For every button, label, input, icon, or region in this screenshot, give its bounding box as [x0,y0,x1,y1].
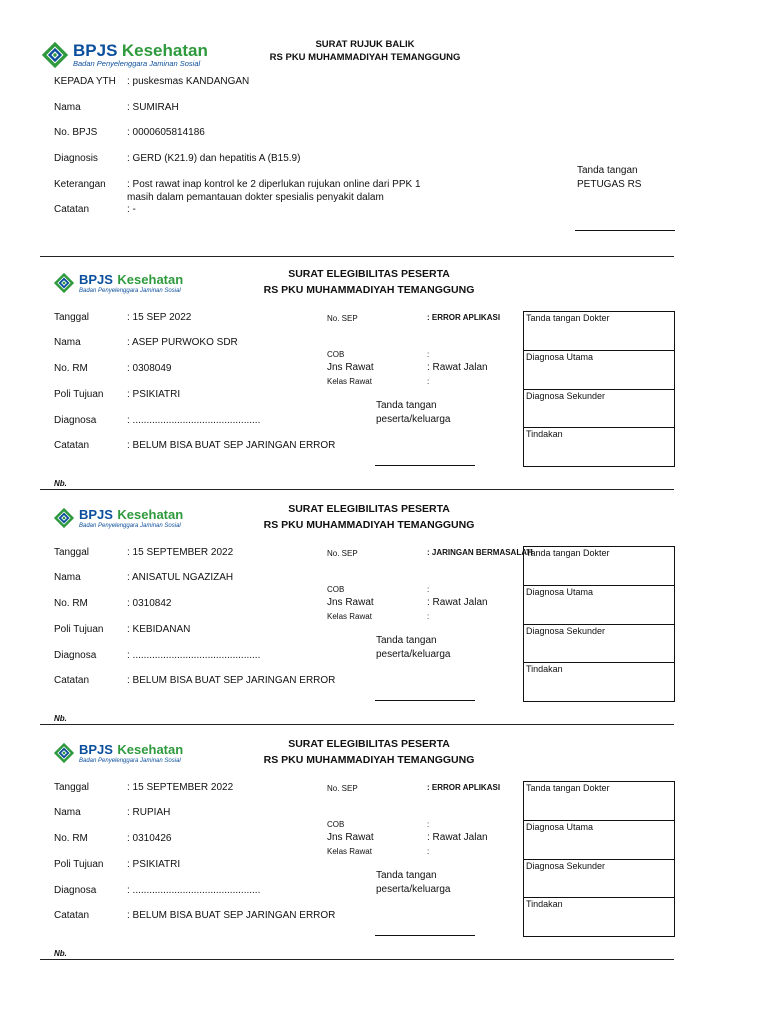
form-divider [40,724,674,725]
section-divider [40,256,674,257]
logo-word-kesehatan: Kesehatan [121,41,208,61]
bpjs-logo-mark-icon [42,42,68,68]
box-cell-diagnosa-utama [524,586,674,625]
box-cell-diagnosa-sekunder [524,390,674,428]
box-cell-diagnosa-utama [524,821,674,860]
rujuk-value-diagnosis: : GERD (K21.9) dan hepatitis A (B15.9) [127,153,301,164]
label-tanggal: Tanggal [54,547,90,558]
value-cob: : [427,350,430,359]
value-nama: : RUPIAH [127,807,171,818]
form-title: SURAT ELEGIBILITAS PESERTA [288,503,450,515]
label-jns-rawat: Jns Rawat [327,362,374,373]
logo-word-kesehatan: Kesehatan [117,272,184,287]
value-diagnosa: : .............................................. [127,650,261,661]
bpjs-logo-mark-icon [54,273,74,293]
value-jns-rawat: : Rawat Jalan [427,832,488,843]
rujuk-label-nama: Nama [54,102,81,113]
value-poli: : KEBIDANAN [127,624,191,635]
sign-label: Tanda tangan [376,870,437,881]
sign-label: Tanda tangan [376,400,437,411]
value-nosep: : ERROR APLIKASI [427,313,501,322]
value-diagnosa: : .............................................. [127,415,261,426]
logo-word-bpjs: BPJS [79,742,113,757]
value-nama: : ASEP PURWOKO SDR [127,337,238,348]
value-diagnosa: : .............................................. [127,885,261,896]
form-hospital: RS PKU MUHAMMADIYAH TEMANGGUNG [263,519,475,531]
rujuk-signature-line [575,230,675,231]
value-tanggal: : 15 SEP 2022 [127,312,192,323]
value-catatan: : BELUM BISA BUAT SEP JARINGAN ERROR [127,910,336,921]
form-title: SURAT ELEGIBILITAS PESERTA [288,268,450,280]
box-cell-diagnosa-sekunder [524,625,674,663]
rujuk-label-nobpjs: No. BPJS [54,127,98,138]
label-poli: Poli Tujuan [54,624,104,635]
form-hospital: RS PKU MUHAMMADIYAH TEMANGGUNG [263,284,475,296]
rujuk-label-keterangan: Keterangan [54,179,106,190]
label-diagnosa: Diagnosa [54,885,97,896]
box-cell-doctor-sign [524,547,674,586]
label-kelas-rawat: Kelas Rawat [327,612,372,621]
signature-line [375,700,475,701]
elegibilitas-form-2 [0,497,768,727]
box-label-diagnosa-utama: Diagnosa Utama [526,352,594,362]
logo-word-bpjs: BPJS [79,507,113,522]
label-diagnosa: Diagnosa [54,650,97,661]
box-label-tindakan: Tindakan [526,899,563,909]
box-cell-doctor-sign [524,782,674,821]
label-diagnosa: Diagnosa [54,415,97,426]
sign-role: peserta/keluarga [376,649,451,660]
rujuk-value-nama: : SUMIRAH [127,102,179,113]
value-kelas-rawat: : [427,377,430,386]
sign-role: peserta/keluarga [376,884,451,895]
sign-label: Tanda tangan [376,635,437,646]
nb-label: Nb. [54,479,67,488]
divider-tick [40,256,50,257]
form-divider [40,959,674,960]
logo-subtitle: Badan Penyelenggara Jaminan Sosial [79,288,181,294]
value-kelas-rawat: : [427,612,430,621]
rujuk-label-catatan: Catatan [54,204,90,215]
value-nosep: : ERROR APLIKASI [427,783,501,792]
bpjs-logo [54,272,183,294]
bpjs-logo [42,42,208,68]
label-catatan: Catatan [54,440,90,451]
signature-line [375,465,475,466]
label-nosep: No. SEP [327,549,358,558]
label-nosep: No. SEP [327,784,358,793]
rujuk-hospital: RS PKU MUHAMMADIYAH TEMANGGUNG [269,52,461,63]
box-label-doctor-sign: Tanda tangan Dokter [526,548,610,558]
label-kelas-rawat: Kelas Rawat [327,377,372,386]
value-norm: : 0308049 [127,363,172,374]
nb-label: Nb. [54,714,67,723]
signature-line [375,935,475,936]
box-cell-diagnosa-utama [524,351,674,390]
value-tanggal: : 15 SEPTEMBER 2022 [127,547,234,558]
box-label-doctor-sign: Tanda tangan Dokter [526,783,610,793]
box-label-diagnosa-sekunder: Diagnosa Sekunder [526,626,606,636]
value-cob: : [427,820,430,829]
logo-word-kesehatan: Kesehatan [117,507,184,522]
rujuk-value-keterangan-cont: masih dalam pemantauan dokter spesialis penyakit dalam [127,192,384,203]
value-jns-rawat: : Rawat Jalan [427,362,488,373]
label-norm: No. RM [54,833,88,844]
value-norm: : 0310426 [127,833,172,844]
value-catatan: : BELUM BISA BUAT SEP JARINGAN ERROR [127,675,336,686]
bpjs-logo [54,742,183,764]
box-label-tindakan: Tindakan [526,429,563,439]
box-cell-tindakan [524,428,674,466]
doctor-box [523,546,675,702]
doctor-box [523,311,675,467]
rujuk-value-catatan: : - [127,204,136,215]
label-tanggal: Tanggal [54,782,90,793]
doctor-box [523,781,675,937]
label-cob: COB [327,585,345,594]
label-poli: Poli Tujuan [54,389,104,400]
elegibilitas-form-3 [0,732,768,962]
box-label-doctor-sign: Tanda tangan Dokter [526,313,610,323]
bpjs-logo-mark-icon [54,743,74,763]
label-cob: COB [327,350,345,359]
value-poli: : PSIKIATRI [127,859,181,870]
rujuk-value-nobpjs: : 0000605814186 [127,127,205,138]
label-jns-rawat: Jns Rawat [327,832,374,843]
value-nama: : ANISATUL NGAZIZAH [127,572,234,583]
logo-subtitle: Badan Penyelenggara Jaminan Sosial [79,523,181,529]
value-tanggal: : 15 SEPTEMBER 2022 [127,782,234,793]
box-label-tindakan: Tindakan [526,664,563,674]
value-cob: : [427,585,430,594]
form-divider [40,489,674,490]
label-kelas-rawat: Kelas Rawat [327,847,372,856]
label-catatan: Catatan [54,910,90,921]
box-cell-doctor-sign [524,312,674,351]
form-title: SURAT ELEGIBILITAS PESERTA [288,738,450,750]
label-nama: Nama [54,572,81,583]
rujuk-value-kepada: : puskesmas KANDANGAN [127,76,250,87]
elegibilitas-form-1 [0,262,768,492]
bpjs-logo-mark-icon [54,508,74,528]
rujuk-label-kepada: KEPADA YTH [54,76,116,87]
box-label-diagnosa-utama: Diagnosa Utama [526,822,594,832]
value-jns-rawat: : Rawat Jalan [427,597,488,608]
box-cell-tindakan [524,663,674,701]
logo-subtitle: Badan Penyelenggara Jaminan Sosial [73,59,201,69]
box-label-diagnosa-sekunder: Diagnosa Sekunder [526,391,606,401]
label-cob: COB [327,820,345,829]
box-cell-tindakan [524,898,674,936]
box-label-diagnosa-utama: Diagnosa Utama [526,587,594,597]
label-norm: No. RM [54,598,88,609]
rujuk-label-diagnosis: Diagnosis [54,153,98,164]
value-kelas-rawat: : [427,847,430,856]
label-poli: Poli Tujuan [54,859,104,870]
form-hospital: RS PKU MUHAMMADIYAH TEMANGGUNG [263,754,475,766]
label-catatan: Catatan [54,675,90,686]
rujuk-value-keterangan: : Post rawat inap kontrol ke 2 diperlukan rujukan online dari PPK 1 [127,179,421,190]
box-label-diagnosa-sekunder: Diagnosa Sekunder [526,861,606,871]
value-poli: : PSIKIATRI [127,389,181,400]
rujuk-sign-label: Tanda tangan [577,165,638,176]
value-norm: : 0310842 [127,598,172,609]
logo-word-bpjs: BPJS [79,272,113,287]
value-nosep: : JARINGAN BERMASALAH [427,548,533,557]
label-jns-rawat: Jns Rawat [327,597,374,608]
label-nama: Nama [54,807,81,818]
sign-role: peserta/keluarga [376,414,451,425]
value-catatan: : BELUM BISA BUAT SEP JARINGAN ERROR [127,440,336,451]
label-norm: No. RM [54,363,88,374]
nb-label: Nb. [54,949,67,958]
rujuk-title: SURAT RUJUK BALIK [315,39,415,50]
label-tanggal: Tanggal [54,312,90,323]
logo-word-kesehatan: Kesehatan [117,742,184,757]
label-nosep: No. SEP [327,314,358,323]
rujuk-sign-role: PETUGAS RS [577,179,642,190]
logo-subtitle: Badan Penyelenggara Jaminan Sosial [79,758,181,764]
logo-word-bpjs: BPJS [73,41,118,61]
label-nama: Nama [54,337,81,348]
box-cell-diagnosa-sekunder [524,860,674,898]
bpjs-logo [54,507,183,529]
